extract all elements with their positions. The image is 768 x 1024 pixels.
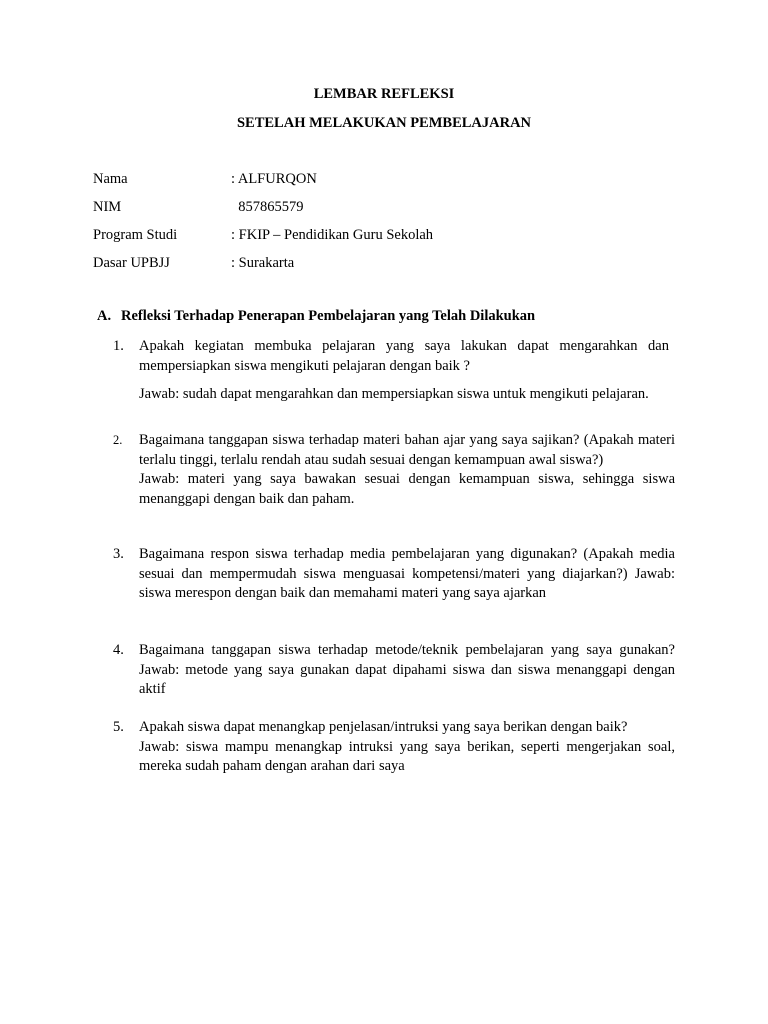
item-answer: Jawab: sudah dapat mengarahkan dan mempersiapkan siswa untuk mengikuti pelajaran. bbox=[139, 386, 649, 402]
list-item bbox=[113, 431, 675, 509]
item-question: Bagaimana tanggapan siswa terhadap metode/teknik pembelajaran yang saya gunakan? Jawab: metode yang saya gunakan dapat dipahami siswa dan siswa menanggapi dengan aktif bbox=[139, 642, 675, 697]
nim-label: NIM bbox=[93, 199, 122, 215]
section-title: Refleksi Terhadap Penerapan Pembelajaran yang Telah Dilakukan bbox=[121, 308, 536, 324]
list-item bbox=[113, 337, 669, 405]
item-answer: Jawab: materi yang saya bawakan sesuai dengan kemampuan siswa, sehingga siswa menanggapi dengan baik dan paham. bbox=[139, 471, 675, 507]
upbjj-value: : Surakarta bbox=[231, 255, 295, 271]
document-title: LEMBAR REFLEKSI bbox=[313, 86, 455, 102]
name-label: Nama bbox=[93, 171, 128, 187]
item-question: Apakah siswa dapat menangkap penjelasan/intruksi yang saya berikan dengan baik? bbox=[139, 719, 628, 735]
program-value: : FKIP – Pendidikan Guru Sekolah bbox=[231, 227, 434, 243]
item-question: Bagaimana respon siswa terhadap media pembelajaran yang digunakan? (Apakah media sesuai dan mempermudah siswa menguasai kompetensi/materi yang diajarkan?) Jawab: siswa merespon dengan baik dan memahami materi yang saya ajarkan bbox=[139, 546, 675, 601]
document-subtitle: SETELAH MELAKUKAN PEMBELAJARAN bbox=[236, 115, 532, 131]
item-number: 4. bbox=[113, 642, 124, 658]
item-number: 5. bbox=[113, 719, 124, 735]
item-answer: Jawab: siswa mampu menangkap intruksi yang saya berikan, seperti mengerjakan soal, mereka sudah paham dengan arahan dari saya bbox=[139, 738, 675, 774]
item-number: 1. bbox=[113, 338, 124, 354]
item-question: Apakah kegiatan membuka pelajaran yang saya lakukan dapat mengarahkan dan mempersiapkan siswa mengikuti pelajaran dengan baik ? bbox=[139, 338, 669, 374]
section-heading bbox=[97, 308, 535, 325]
list-item bbox=[113, 545, 675, 604]
list-item bbox=[113, 718, 675, 777]
list-item bbox=[113, 641, 675, 700]
section-letter: A. bbox=[97, 308, 112, 324]
program-label: Program Studi bbox=[93, 227, 178, 243]
item-number: 3. bbox=[113, 546, 124, 562]
item-question: Bagaimana tanggapan siswa terhadap materi bahan ajar yang saya sajikan? (Apakah materi terlalu tinggi, terlalu rendah atau sudah sesuai dengan kemampuan awal siswa?) bbox=[139, 432, 675, 468]
item-number: 2. bbox=[113, 433, 123, 447]
nim-value: 857865579 bbox=[231, 199, 304, 215]
upbjj-label: Dasar UPBJJ bbox=[93, 255, 170, 271]
name-value: : ALFURQON bbox=[231, 171, 317, 187]
